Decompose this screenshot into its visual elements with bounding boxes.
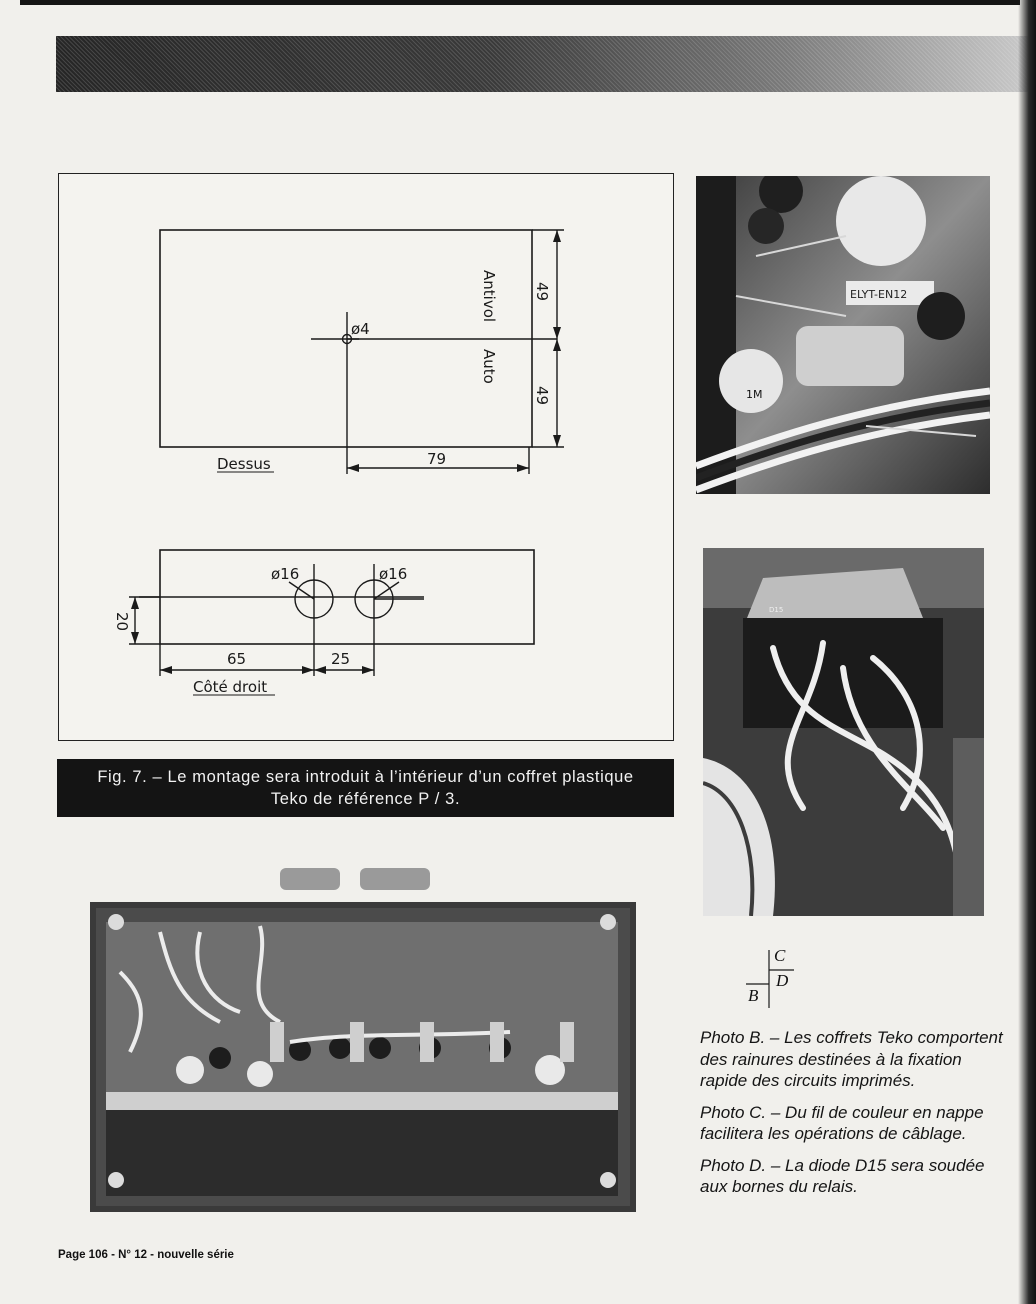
label-width-79: 79: [427, 450, 447, 468]
top-rule: [20, 0, 1020, 5]
key-label-left: B: [748, 986, 759, 1005]
label-side-view: Côté droit: [193, 678, 268, 696]
label-height-20: 20: [113, 612, 131, 632]
figure-caption: [57, 759, 674, 817]
drilling-plan-svg: [59, 174, 675, 742]
page-edge-shadow: [1018, 0, 1036, 1304]
label-top-view: Dessus: [217, 455, 271, 473]
label-hole-4: ø4: [351, 320, 370, 338]
label-dim-65: 65: [227, 650, 247, 668]
label-auto: Auto: [480, 349, 498, 384]
photo-d: [90, 862, 636, 1212]
photo-position-key: [728, 946, 808, 1010]
key-label-right: D: [776, 971, 789, 990]
caption-line-1: Fig. 7. – Le montage sera introduit à l’intérieur d’un coffret plastique: [97, 768, 634, 786]
label-dim-25: 25: [331, 650, 351, 668]
label-dim-lower: 49: [533, 386, 551, 406]
label-dim-upper: 49: [533, 282, 551, 302]
figure-7-drawing: [58, 173, 674, 741]
photo-captions: [700, 1027, 1005, 1208]
label-hole-16-left: ø16: [271, 565, 300, 583]
label-antivol: Antivol: [480, 270, 498, 323]
caption-line-2: Teko de référence P / 3.: [270, 790, 461, 808]
photo-c-relay-label: D15: [769, 606, 784, 614]
key-label-top: C: [774, 946, 786, 965]
header-band: [56, 36, 1028, 92]
caption-photo-c: Photo C. – Du fil de couleur en nappe facilitera les opérations de câblage.: [700, 1102, 984, 1143]
label-hole-16-right: ø16: [379, 565, 408, 583]
photo-c: [703, 548, 984, 916]
caption-photo-d: Photo D. – La diode D15 sera soudée aux bornes du relais.: [700, 1155, 985, 1196]
caption-photo-b: Photo B. – Les coffrets Teko comportent des rainures destinées à la fixation rapide des circuits imprimés.: [700, 1028, 1003, 1090]
photo-b: [696, 176, 990, 494]
page-folio: Page 106 - N° 12 - nouvelle série: [58, 1249, 234, 1261]
photo-b-pot-label: 1M: [746, 388, 763, 401]
photo-b-chip-label: ELYT-EN12: [850, 288, 908, 301]
